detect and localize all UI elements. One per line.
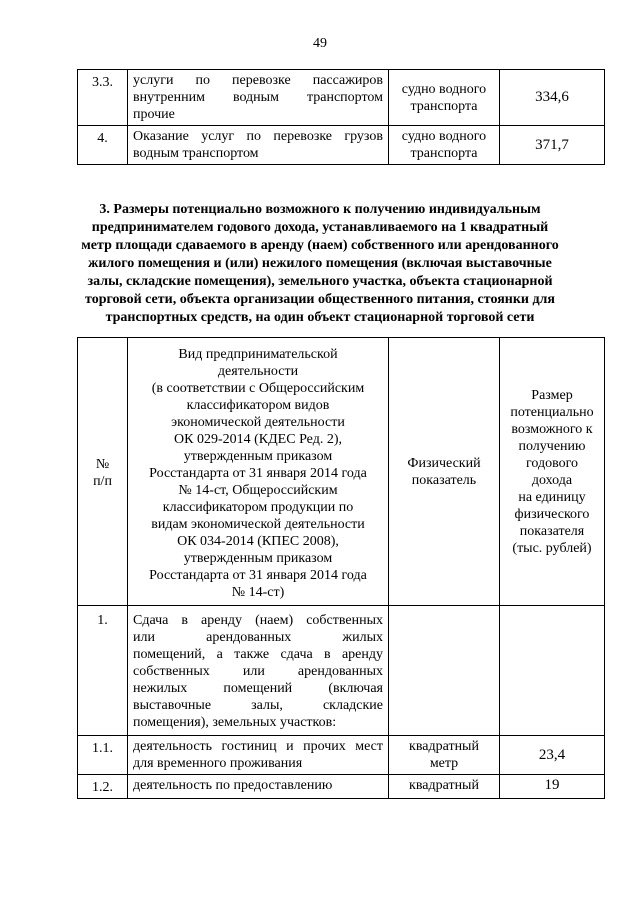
services-table-continued (77, 69, 605, 165)
income-value: 334,6 (500, 70, 605, 126)
header-income-size: Размер потенциально возможного к получению годового дохода на единицу физического показателя (тыс. рублей) (500, 338, 605, 606)
physical-indicator: судно водного транспорта (389, 126, 500, 165)
row-number: 1. (78, 606, 128, 736)
income-table (77, 337, 605, 799)
table-header-row (78, 338, 605, 606)
activity-description: Сдача в аренду (наем) собственных или арендованных жилых помещений, а также сдача в аренду собственных или арендованных нежилых помещений (включая выставочные залы, складские помещения), земельных участков: (128, 606, 389, 736)
income-value (500, 606, 605, 736)
row-number: 1.2. (78, 775, 128, 799)
header-activity-type: Вид предпринимательской деятельности (в соответствии с Общероссийским классификатором видов экономической деятельности ОК 029-2014 (КДЕС Ред. 2), утвержденным приказом Росстандарта от 31 января 2014 года № 14-ст, Общероссийским классификатором продукции по видам экономической деятельности ОК 034-2014 (КПЕС 2008), утвержденным приказом Росстандарта от 31 января 2014 года № 14-ст) (128, 338, 389, 606)
table-row (78, 775, 605, 799)
row-number: 1.1. (78, 736, 128, 775)
physical-indicator: квадратный метр (389, 736, 500, 775)
row-number: 4. (78, 126, 128, 165)
header-physical-indicator: Физический показатель (389, 338, 500, 606)
page-number: 49 (313, 36, 327, 51)
section-heading: 3. Размеры потенциально возможного к получению индивидуальным предпринимателем годового дохода, устанавливаемого на 1 квадратный метр площади сдаваемого в аренду (наем) собственного или арендованного жилого помещения и (или) нежилого помещения (включая выставочные залы, складские помещения), земельного участка, объекта стационарной торговой сети, объекта организации общественного питания, стоянки для транспортных средств, на один объект стационарной торговой сети (81, 202, 559, 325)
physical-indicator: квадратный (389, 775, 500, 799)
table-row (78, 70, 605, 126)
row-number: 3.3. (78, 70, 128, 126)
table-row (78, 126, 605, 165)
activity-description: деятельность гостиниц и прочих мест для временного проживания (128, 736, 389, 775)
income-value: 19 (500, 775, 605, 799)
table-row (78, 606, 605, 736)
income-value: 371,7 (500, 126, 605, 165)
physical-indicator: судно водного транспорта (389, 70, 500, 126)
activity-description: деятельность по предоставлению (128, 775, 389, 799)
table-row (78, 736, 605, 775)
income-value: 23,4 (500, 736, 605, 775)
header-number: № п/п (78, 338, 128, 606)
activity-description: Оказание услуг по перевозке грузов водным транспортом (128, 126, 389, 165)
activity-description: услуги по перевозке пассажиров внутренним водным транспортом прочие (128, 70, 389, 126)
physical-indicator (389, 606, 500, 736)
